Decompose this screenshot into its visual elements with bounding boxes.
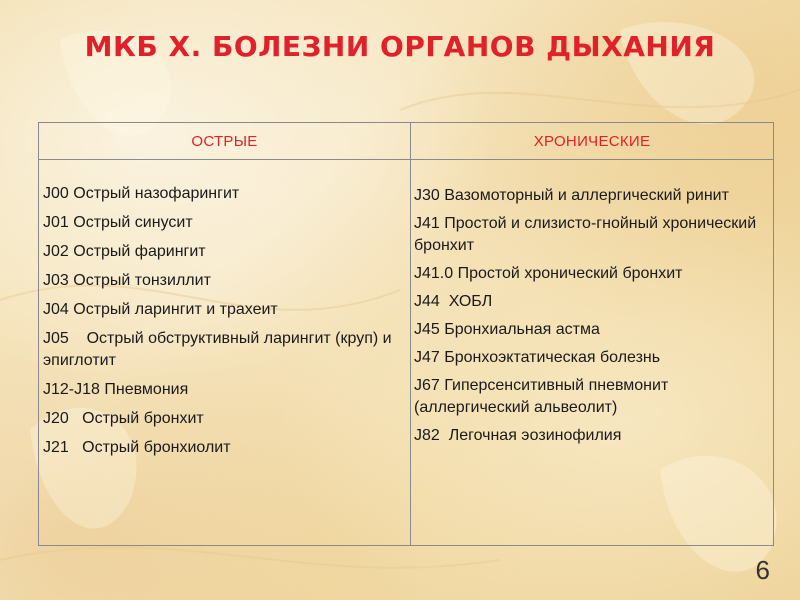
list-item: J47 Бронхоэктатическая болезнь (414, 349, 661, 366)
header-divider (39, 159, 773, 160)
list-item: J02 Острый фарингит (43, 243, 206, 260)
acute-list (43, 183, 405, 466)
list-item: J01 Острый синусит (43, 214, 193, 231)
list-item: J20 Острый бронхит (43, 410, 204, 427)
column-divider (410, 123, 411, 545)
list-item: J45 Бронхиальная астма (414, 321, 600, 338)
list-item: J12-J18 Пневмония (43, 381, 189, 398)
list-item: J21 Острый бронхиолит (43, 439, 231, 456)
list-item: J04 Острый ларингит и трахеит (43, 301, 278, 318)
list-item: J00 Острый назофарингит (43, 185, 240, 202)
chronic-column-header: ХРОНИЧЕСКИЕ (533, 132, 651, 150)
list-item: J05 Острый обструктивный ларингит (круп) и эпиглотит (43, 330, 397, 369)
list-item: J82 Легочная эозинофилия (414, 427, 622, 444)
chronic-list (414, 185, 764, 453)
list-item: J44 ХОБЛ (414, 293, 493, 310)
page-number: 6 (755, 555, 770, 585)
list-item: J67 Гиперсенситивный пневмонит (аллергический альвеолит) (414, 377, 673, 416)
list-item: J03 Острый тонзиллит (43, 272, 211, 289)
slide-title: МКБ Х. БОЛЕЗНИ ОРГАНОВ ДЫХАНИЯ (84, 30, 716, 63)
list-item: J41.0 Простой хронический бронхит (414, 265, 683, 282)
list-item: J30 Вазомоторный и аллергический ринит (414, 187, 729, 204)
list-item: J41 Простой и слизисто-гнойный хронический бронхит (414, 215, 761, 254)
acute-column-header: ОСТРЫЕ (191, 132, 258, 150)
icd-table (38, 122, 774, 546)
